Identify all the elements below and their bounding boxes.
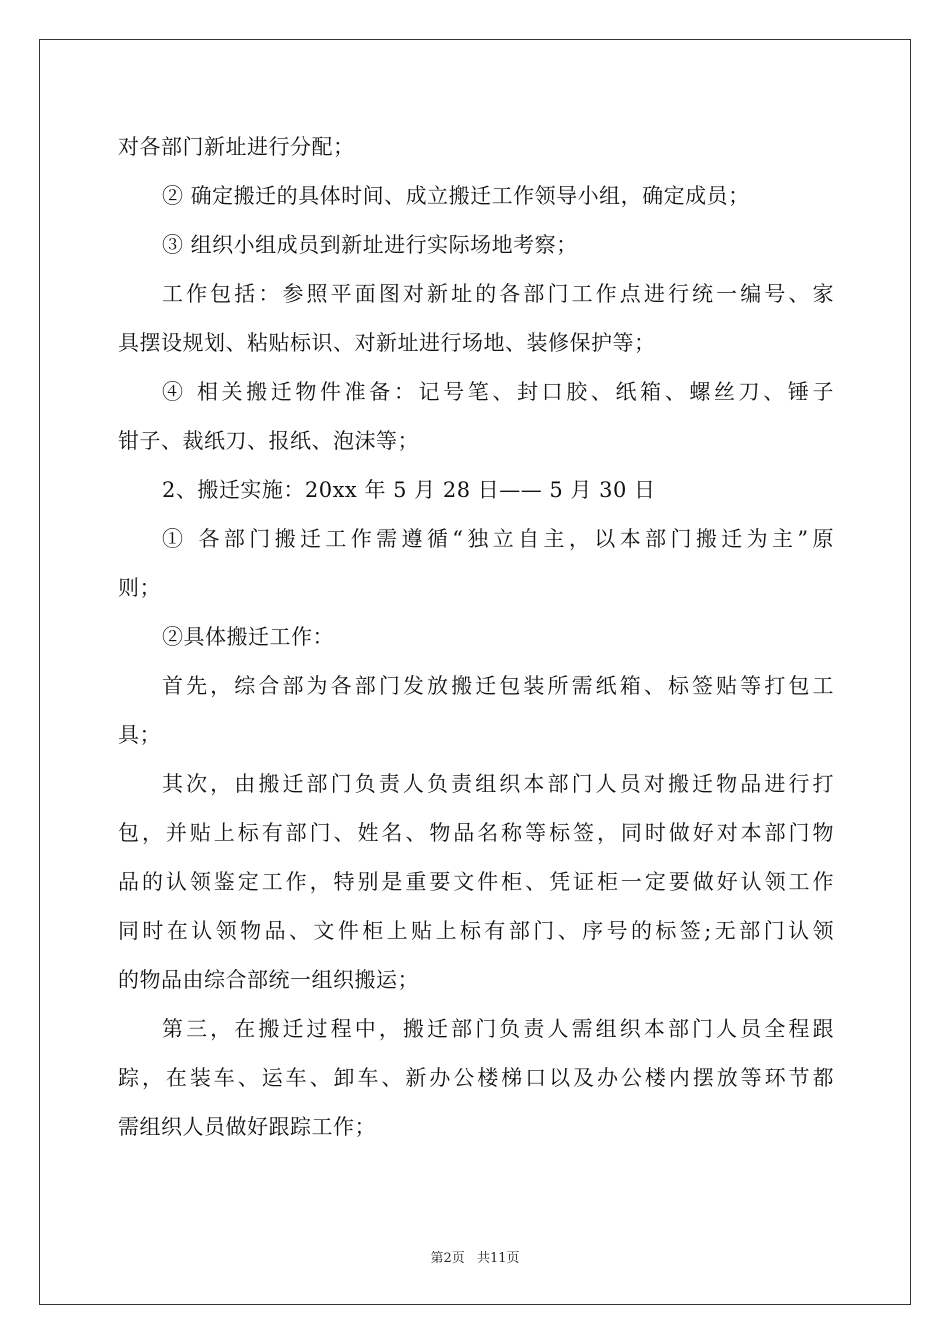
- text-line-18: 的物品由综合部统一组织搬运；: [118, 968, 419, 992]
- text-line-13: 具；: [118, 723, 161, 747]
- text-line-10: 则；: [118, 576, 161, 600]
- text-line-7: 钳子、裁纸刀、报纸、泡沫等；: [118, 429, 419, 453]
- page-footer: [0, 1247, 950, 1266]
- text-line-21: 需组织人员做好跟踪工作；: [118, 1115, 376, 1139]
- text-line-1: 对各部门新址进行分配；: [118, 135, 355, 159]
- text-line-3: ③ 组织小组成员到新址进行实际场地考察；: [162, 233, 578, 257]
- text-line-16: 品的认领鉴定工作，特别是重要文件柜、凭证柜一定要做好认领工作: [118, 870, 834, 894]
- page-total: 共11页: [476, 1251, 520, 1266]
- text-line-20: 踪，在装车、运车、卸车、新办公楼梯口以及办公楼内摆放等环节都: [118, 1066, 834, 1090]
- text-line-11: ②具体搬迁工作：: [162, 625, 334, 649]
- text-line-8: 2、搬迁实施：20xx 年 5 月 28 日—— 5 月 30 日: [162, 478, 656, 502]
- text-line-2: ② 确定搬迁的具体时间、成立搬迁工作领导小组，确定成员；: [162, 184, 750, 208]
- text-line-12: 首先，综合部为各部门发放搬迁包装所需纸箱、标签贴等打包工: [162, 674, 834, 698]
- text-line-14: 其次，由搬迁部门负责人负责组织本部门人员对搬迁物品进行打: [162, 772, 834, 796]
- page-number: 第2页: [430, 1251, 465, 1266]
- text-line-19: 第三，在搬迁过程中，搬迁部门负责人需组织本部门人员全程跟: [162, 1017, 834, 1041]
- text-line-15: 包，并贴上标有部门、姓名、物品名称等标签，同时做好对本部门物: [118, 821, 834, 845]
- text-line-17: 同时在认领物品、文件柜上贴上标有部门、序号的标签;无部门认领: [118, 919, 834, 943]
- text-line-5: 具摆设规划、粘贴标识、对新址进行场地、装修保护等；: [118, 331, 656, 355]
- text-line-9: ① 各部门搬迁工作需遵循“独立自主，以本部门搬迁为主”原: [162, 527, 834, 551]
- text-line-4: 工作包括：参照平面图对新址的各部门工作点进行统一编号、家: [162, 282, 834, 306]
- text-line-6: ④ 相关搬迁物件准备：记号笔、封口胶、纸箱、螺丝刀、锤子: [162, 380, 834, 404]
- document-body: [118, 123, 834, 1152]
